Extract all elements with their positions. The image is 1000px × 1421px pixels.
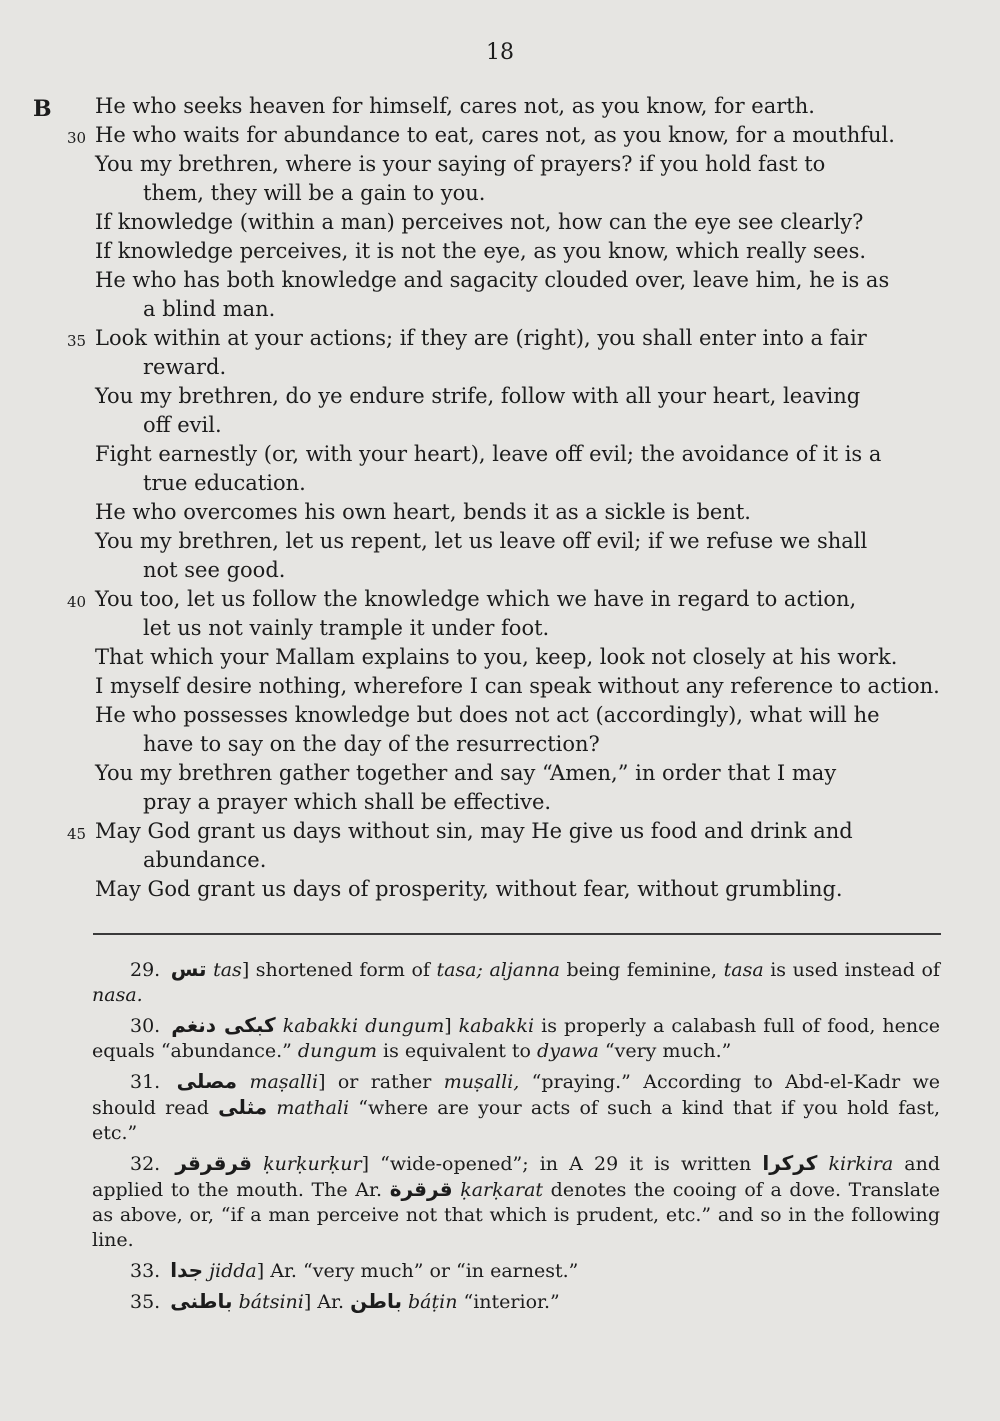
- footnote-32: 32. قرقرقر ḳurḳurḳur] “wide-opened”; in A 29 it is written كركرا kirkira and applied to the mouth. The Ar. قرقرة ḳarḳarat denotes the cooing of a dove. Translate as above, or, “if a man perceive not that which is prudent, etc.” and so in the following line.: [92, 1151, 941, 1251]
- footnote-31: 31. مصلى maṣalli] or rather muṣalli, “praying.” According to Abd-el-Kadr we should read مثلى mathali “where are your acts of such a kind that if you hold fast, etc.”: [92, 1069, 941, 1144]
- footnote-divider: [93, 933, 941, 935]
- arabic-word: تس: [170, 957, 207, 981]
- verse-line: 30 He who waits for abundance to eat, cares not, as you know, for a mouthful.: [95, 121, 941, 150]
- arabic-word: كبكى دنغم: [171, 1013, 276, 1037]
- verse-line: 35 Look within at your actions; if they are (right), you shall enter into a fair reward.: [67, 326, 867, 379]
- arabic-word: قرقرة: [389, 1177, 453, 1201]
- verse-line: He who possesses knowledge but does not act (accordingly), what will he have to say on the day of the resurrection?: [95, 703, 880, 756]
- arabic-word: مصلى: [176, 1069, 238, 1093]
- footnote-33: 33. جدا jidda] Ar. “very much” or “in earnest.”: [130, 1258, 579, 1282]
- verse-line: Fight earnestly (or, with your heart), leave off evil; the avoidance of it is a true education.: [95, 442, 882, 495]
- verse-line: He who seeks heaven for himself, cares not, as you know, for earth.: [95, 94, 815, 118]
- footnote-30: 30. كبكى دنغم kabakki dungum] kabakki is properly a calabash full of food, hence equals “abundance.” dungum is equivalent to dyawa “very much.”: [92, 1013, 941, 1062]
- footnote-35: 35. باطنى bátsini] Ar. باطن báṭin “interior.”: [130, 1289, 560, 1313]
- verse-number: 35: [67, 332, 87, 350]
- verse-line: I myself desire nothing, wherefore I can speak without any reference to action.: [95, 674, 940, 698]
- footnotes: [92, 957, 940, 1320]
- verse-number: 45: [67, 825, 87, 843]
- arabic-word: جدا: [170, 1258, 204, 1282]
- verse-line: 45 May God grant us days without sin, may He give us food and drink and abundance.: [67, 819, 853, 872]
- manuscript-label: B: [33, 96, 52, 122]
- arabic-word: باطن: [350, 1289, 402, 1313]
- verse-line: You my brethren gather together and say “Amen,” in order that I may pray a prayer which shall be effective.: [95, 761, 837, 814]
- verse-line: 40 You too, let us follow the knowledge which we have in regard to action, let us not vainly trample it under foot.: [67, 587, 857, 640]
- verse-number: 40: [67, 593, 87, 611]
- arabic-word: مثلى: [218, 1095, 268, 1119]
- arabic-word: كركرا: [762, 1151, 818, 1175]
- verse-line: If knowledge perceives, it is not the eye, as you know, which really sees.: [95, 239, 867, 263]
- verse-line: You my brethren, let us repent, let us leave off evil; if we refuse we shall not see good.: [95, 529, 868, 582]
- arabic-word: قرقرقر: [175, 1151, 252, 1175]
- verse-line: He who overcomes his own heart, bends it as a sickle is bent.: [95, 500, 751, 524]
- verse-line: You my brethren, do ye endure strife, follow with all your heart, leaving off evil.: [95, 384, 861, 437]
- verse-line: If knowledge (within a man) perceives not, how can the eye see clearly?: [95, 210, 864, 234]
- verse-line: That which your Mallam explains to you, keep, look not closely at his work.: [95, 645, 898, 669]
- page-number: 18: [486, 40, 514, 65]
- verse-line: May God grant us days of prosperity, without fear, without grumbling.: [95, 877, 843, 901]
- footnote-29: 29. تس tas] shortened form of tasa; aljanna being feminine, tasa is used instead of nasa.: [92, 957, 940, 1006]
- verse-line: He who has both knowledge and sagacity clouded over, leave him, he is as a blind man.: [95, 268, 890, 321]
- arabic-word: باطنى: [170, 1289, 233, 1313]
- verse-number: 30: [67, 129, 87, 147]
- verse-line: You my brethren, where is your saying of prayers? if you hold fast to them, they will be a gain to you.: [95, 152, 826, 205]
- verse-translation: [67, 92, 941, 904]
